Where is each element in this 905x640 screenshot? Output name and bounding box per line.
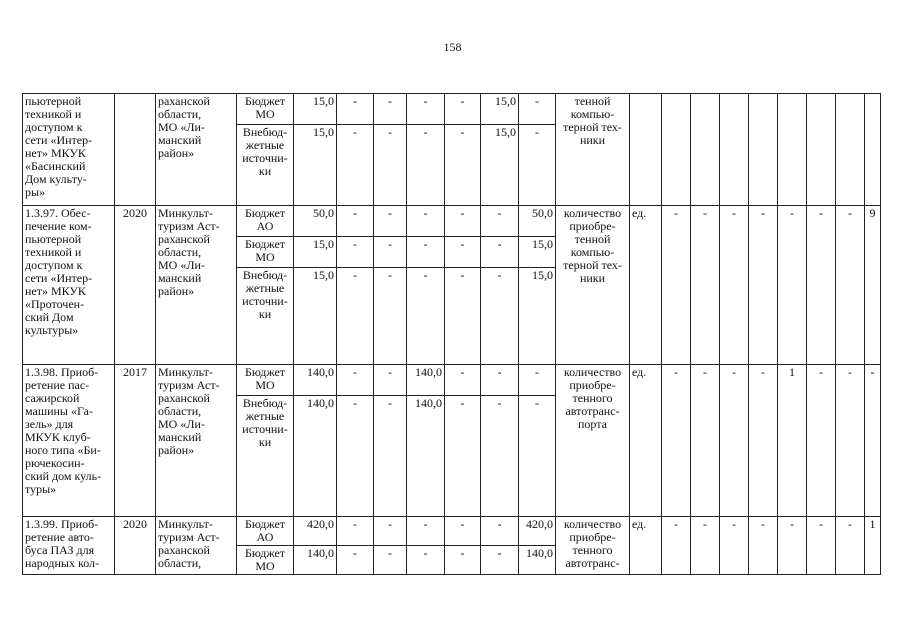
plan-value: - xyxy=(749,206,778,365)
measure-name: 1.3.98. Приоб- ретение пас- сажирской машины «Га- зель» для МКУК клуб- ного типа «Би- рючекосин- ский дом куль- туры» xyxy=(23,365,115,517)
funding-source: Бюджет МО xyxy=(237,94,294,125)
table-row xyxy=(23,365,881,396)
unit-cell: ед. xyxy=(630,206,662,365)
year-value: 15,0 xyxy=(519,268,556,365)
plan-value: - xyxy=(720,206,749,365)
measure-name: 1.3.99. Приоб- ретение авто- буса ПАЗ для народных кол- xyxy=(23,517,115,575)
year-value: - xyxy=(519,396,556,517)
year-value: 15,0 xyxy=(481,125,519,206)
funding-source: Внебюд- жетные источни- ки xyxy=(237,125,294,206)
plan-value: - xyxy=(807,206,836,365)
year-value: - xyxy=(445,125,481,206)
indicator: количество приобре- тенного автотранс- порта xyxy=(556,365,630,517)
year-value: - xyxy=(481,365,519,396)
total-value: 15,0 xyxy=(294,94,337,125)
year-value: - xyxy=(337,237,374,268)
executor: Минкульт- туризм Аст- раханской области, МО «Ли- манский район» xyxy=(156,206,237,365)
year-value: - xyxy=(337,396,374,517)
year-value: - xyxy=(445,365,481,396)
total-value: 50,0 xyxy=(294,206,337,237)
funding-source: Внебюд- жетные источни- ки xyxy=(237,396,294,517)
table-row xyxy=(23,517,881,546)
unit-cell: ед. xyxy=(630,365,662,517)
total-value: 15,0 xyxy=(294,125,337,206)
measure-name: 1.3.97. Обес- печение ком- пьютерной техникой и доступом к сети «Интер- нет» МКУК «Проточен- ский Дом культуры» xyxy=(23,206,115,365)
plan-value: - xyxy=(836,517,865,575)
executor: Минкульт- туризм Аст- раханской области, xyxy=(156,517,237,575)
year-value: - xyxy=(374,125,407,206)
year-value: - xyxy=(445,517,481,546)
executor: Минкульт- туризм Аст- раханской области, МО «Ли- манский район» xyxy=(156,365,237,517)
year-value: 15,0 xyxy=(481,94,519,125)
plan-value: 1 xyxy=(865,517,881,575)
plan-value: - xyxy=(836,206,865,365)
year-value: - xyxy=(407,517,445,546)
funding-source: Бюджет МО xyxy=(237,546,294,575)
year-cell: 2020 xyxy=(115,206,156,365)
plan-value: - xyxy=(865,365,881,517)
plan-value: - xyxy=(778,517,807,575)
page-number: 158 xyxy=(443,40,462,54)
year-value: - xyxy=(445,546,481,575)
year-value: - xyxy=(374,237,407,268)
year-value: 140,0 xyxy=(519,546,556,575)
year-value: - xyxy=(374,94,407,125)
year-value: 50,0 xyxy=(519,206,556,237)
total-value: 140,0 xyxy=(294,365,337,396)
program-table xyxy=(22,93,881,575)
year-value: - xyxy=(374,206,407,237)
year-value: - xyxy=(481,206,519,237)
funding-source: Бюджет МО xyxy=(237,237,294,268)
year-value: - xyxy=(481,268,519,365)
funding-source: Внебюд- жетные источни- ки xyxy=(237,268,294,365)
year-value: - xyxy=(337,125,374,206)
plan-value: - xyxy=(720,517,749,575)
plan-value: - xyxy=(807,365,836,517)
year-cell: 2017 xyxy=(115,365,156,517)
unit-cell: ед. xyxy=(630,517,662,575)
unit-cell xyxy=(630,94,662,206)
year-value: 140,0 xyxy=(407,396,445,517)
year-value: - xyxy=(481,546,519,575)
plan-value: - xyxy=(691,206,720,365)
year-value: - xyxy=(407,546,445,575)
year-value: - xyxy=(445,237,481,268)
year-value: - xyxy=(374,268,407,365)
year-value: - xyxy=(374,396,407,517)
plan-value: - xyxy=(720,365,749,517)
table-row xyxy=(23,94,881,125)
plan-value: - xyxy=(662,206,691,365)
total-value: 140,0 xyxy=(294,546,337,575)
executor: раханской области, МО «Ли- манский район» xyxy=(156,94,237,206)
year-value: - xyxy=(407,125,445,206)
measure-name: пьютерной техникой и доступом к сети «Интер- нет» МКУК «Басинский Дом культу- ры» xyxy=(23,94,115,206)
total-value: 420,0 xyxy=(294,517,337,546)
year-value: - xyxy=(337,94,374,125)
plan-value: - xyxy=(691,517,720,575)
year-value: 420,0 xyxy=(519,517,556,546)
year-value: - xyxy=(374,365,407,396)
year-value: 15,0 xyxy=(519,237,556,268)
table-row xyxy=(23,206,881,237)
plan-value: - xyxy=(807,517,836,575)
plan-value: - xyxy=(691,365,720,517)
plan-value: - xyxy=(662,365,691,517)
year-value: - xyxy=(445,94,481,125)
plan-value: - xyxy=(749,517,778,575)
total-value: 15,0 xyxy=(294,268,337,365)
total-value: 15,0 xyxy=(294,237,337,268)
year-value: - xyxy=(337,268,374,365)
year-value: - xyxy=(481,237,519,268)
plan-value: - xyxy=(836,365,865,517)
indicator: количество приобре- тенного автотранс- xyxy=(556,517,630,575)
funding-source: Бюджет МО xyxy=(237,365,294,396)
indicator: тенной компью- терной тех- ники xyxy=(556,94,630,206)
plan-value: - xyxy=(778,206,807,365)
year-value: - xyxy=(374,517,407,546)
year-value: - xyxy=(407,237,445,268)
plan-value: 1 xyxy=(778,365,807,517)
year-value: - xyxy=(481,396,519,517)
funding-source: Бюджет АО xyxy=(237,206,294,237)
year-value: - xyxy=(337,206,374,237)
year-value: - xyxy=(445,206,481,237)
total-value: 140,0 xyxy=(294,396,337,517)
year-value: - xyxy=(374,546,407,575)
year-value: - xyxy=(337,365,374,396)
year-value: - xyxy=(407,268,445,365)
year-value: - xyxy=(519,125,556,206)
year-value: - xyxy=(337,517,374,546)
year-value: - xyxy=(337,546,374,575)
plan-value: 9 xyxy=(865,206,881,365)
indicator: количество приобре- тенной компью- терной тех- ники xyxy=(556,206,630,365)
year-value: - xyxy=(445,268,481,365)
plan-value: - xyxy=(749,365,778,517)
plan-value: - xyxy=(662,517,691,575)
year-cell xyxy=(115,94,156,206)
year-cell: 2020 xyxy=(115,517,156,575)
year-value: - xyxy=(519,94,556,125)
year-value: - xyxy=(481,517,519,546)
year-value: - xyxy=(445,396,481,517)
funding-source: Бюджет АО xyxy=(237,517,294,546)
year-value: - xyxy=(519,365,556,396)
year-value: 140,0 xyxy=(407,365,445,396)
year-value: - xyxy=(407,94,445,125)
year-value: - xyxy=(407,206,445,237)
